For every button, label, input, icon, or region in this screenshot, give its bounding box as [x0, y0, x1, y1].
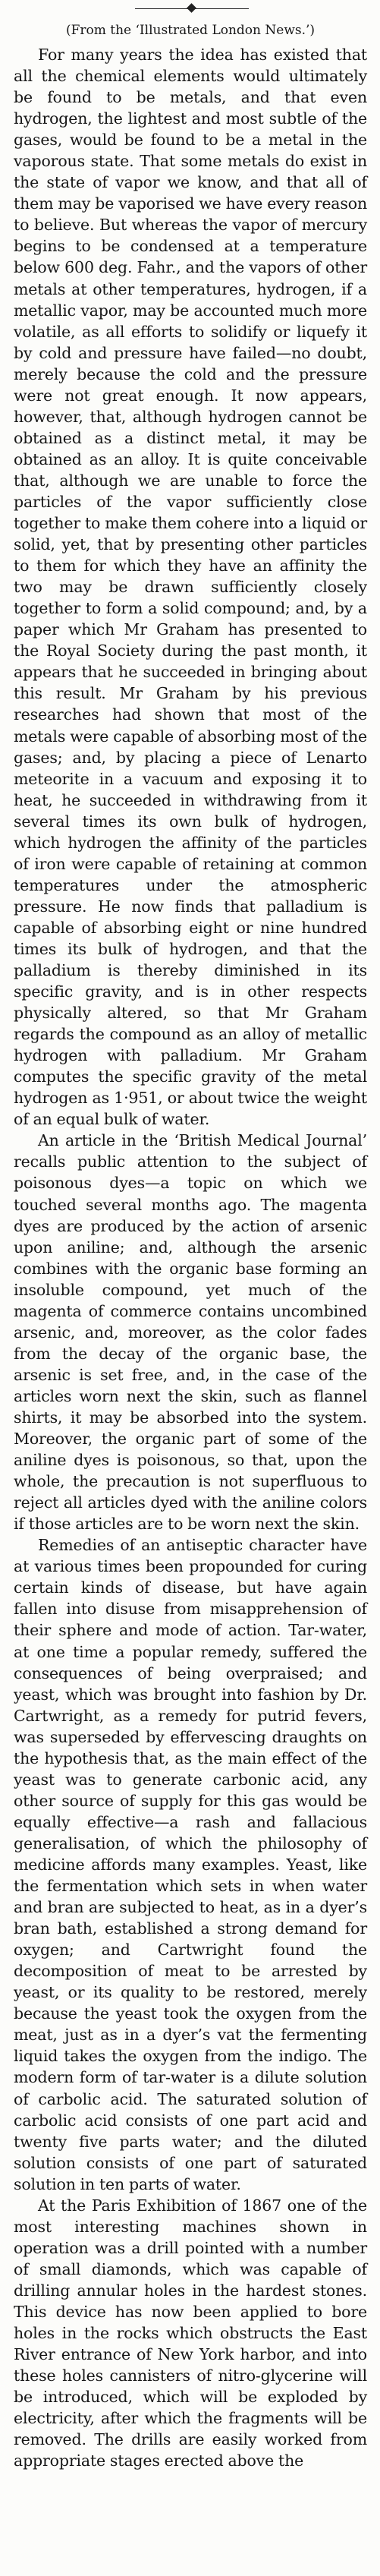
newspaper-column [14, 0, 367, 2471]
source-attribution: (From the ‘Illustrated London News.’) [65, 23, 316, 38]
article-paragraph-antiseptic-remedies: Remedies of an antiseptic character have at various times been propounded for curing certain kinds of disease, but have again fallen into disuse from misapprehension of their sphere and mode of action. Tar-water, at one time a popular remedy, suffered the consequences of being overpraised; and yeast, which was brought into fashion by Dr. Cartwright, as a remedy for putrid fevers, was superseded by effervescing draughts on the hypothesis that, as the main effect of the yeast was to generate carbonic acid, any other source of supply for this gas would be equally effective—a rash and fallacious generalisation, of which the philosophy of medicine affords many examples. Yeast, like the fermentation which sets in when water and bran are subjected to heat, as in a dyer’s bran bath, established a strong demand for oxygen; and Cartwright found the decomposition of meat to be arrested by yeast, or its quality to be restored, merely because the yeast took the oxygen from the meat, just as in a dyer’s vat the fermenting liquid takes the oxygen from the indigo. The modern form of tar-water is a dilute solution of carbolic acid. The saturated solution of carbolic acid consists of one part acid and twenty five parts water; and the diluted solution consists of one part of saturated solution in ten parts of water. [14, 1536, 367, 2193]
diamond-ornament-icon [187, 3, 196, 13]
article-paragraph-hydrogen: For many years the idea has existed that all the chemical elements would ultimately be found to be metals, and that even hydrogen, the lightest and most subtle of the gases, would be found to be a metal in the vaporous state. That some metals do exist in the state of vapor we know, and that all of them may be vaporised we have every reason to believe. But whereas the vapor of mercury begins to be condensed at a temperature below 600 deg. Fahr., and the vapors of other metals at other temperatures, hydrogen, if a metallic vapor, may be accounted much more volatile, as all efforts to solidify or liquefy it by cold and pressure have failed—no doubt, merely because the cold and the pressure were not great enough. It now appears, however, that, although hydrogen cannot be obtained as a distinct metal, it may be obtained as an alloy. It is quite conceivable that, although we are unable to force the particles of the vapor sufficiently close together to make them cohere into a liquid or solid, yet, that by presenting other particles to them for which they have an affinity the two may be drawn sufficiently closely together to form a solid compound; and, by a paper which Mr Graham has presented to the Royal Society during the past month, it appears that he succeeded in bringing about this result. Mr Graham by his previous researches had shown that most of the metals were capable of absorbing most of the gases; and, by placing a piece of Lenarto meteorite in a vacuum and exposing it to heat, he succeeded in withdrawing from it several times its own bulk of hydrogen, which hydrogen the affinity of the particles of iron were capable of retaining at common temperatures under the atmospheric pressure. He now finds that palladium is capable of absorbing eight or nine hundred times its bulk of hydrogen, and that the palladium is thereby diminished in its specific gravity, and is in other respects physically altered, so that Mr Graham regards the compound as an alloy of metallic hydrogen with palladium. Mr Graham computes the specific gravity of the metal hydrogen as 1·951, or about twice the weight of an equal bulk of water. [14, 46, 367, 1129]
column-separator-ornament [14, 2, 367, 15]
article-paragraph-poisonous-dyes: An article in the ‘British Medical Journal’ recalls public attention to the subject of poisonous dyes—a topic on which we touched several months ago. The magenta dyes are produced by the action of arsenic upon aniline; and, although the arsenic combines with the organic base forming an insoluble compound, yet much of the magenta of commerce contains uncombined arsenic, and, moreover, as the color fades from the decay of the organic base, the arsenic is set free, and, in the case of the articles worn next the skin, such as flannel shirts, it may be absorbed into the system. Moreover, the organic part of some of the aniline dyes is poisonous, so that, upon the whole, the precaution is not superfluous to reject all articles dyed with the aniline colors if those articles are to be worn next the skin. [14, 1131, 367, 1534]
article-paragraph-diamond-drill: At the Paris Exhibition of 1867 one of the most interesting machines shown in operation was a drill pointed with a number of small diamonds, which was capable of drilling annular holes in the hardest stones. This device has now been applied to bore holes in the rocks which obstructs the East River entrance of New York harbor, and into these holes cannisters of nitro-glycerine will be introduced, which will be exploded by electricity, after which the fragments will be removed. The drills are easily worked from appropriate stages erected above the [14, 2196, 367, 2470]
